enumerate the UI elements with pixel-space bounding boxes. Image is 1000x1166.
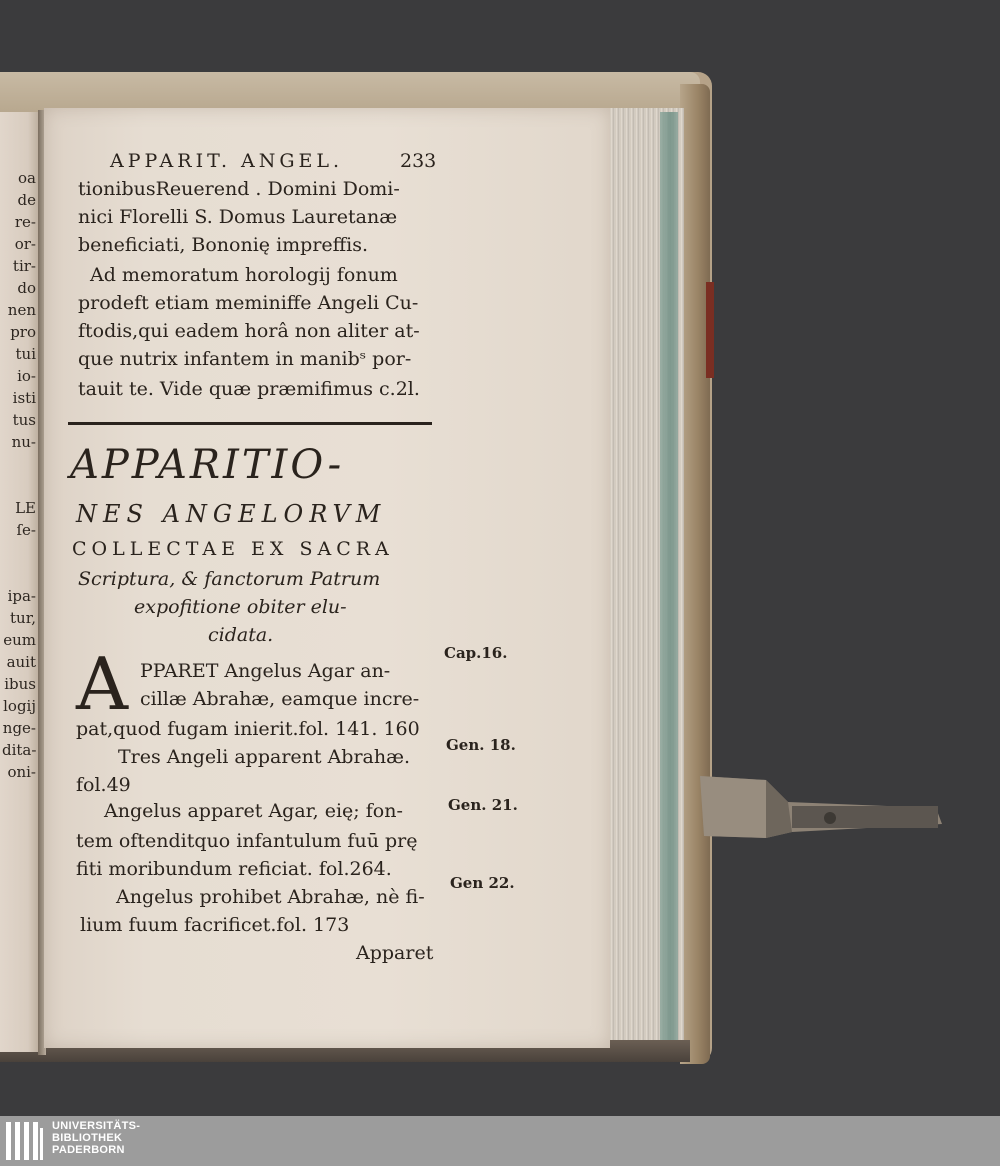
body-line: fol.49 [76, 774, 131, 796]
left-page-fragment [2, 541, 40, 563]
left-page-fragment: LE [15, 499, 36, 517]
section-title: APPARITIO- [70, 442, 345, 488]
left-page-fragment: tir- [12, 257, 36, 275]
body-line: pat,quod fugam inierit.fol. 141. 160 [76, 718, 420, 740]
library-logo-icon [6, 1120, 46, 1162]
text-line: nici Florelli S. Domus Lauretanæ [78, 206, 398, 228]
left-page-fragment [2, 453, 40, 475]
left-page-fragment: nge- [2, 719, 36, 737]
left-page-fragment: ipa- [7, 587, 36, 605]
left-page-fragment: isti [12, 389, 36, 407]
page-edges-tint [660, 112, 678, 1048]
margin-note: Cap.16. [444, 644, 508, 662]
section-title: Scriptura, & fanctorum Patrum [78, 568, 381, 590]
section-title: COLLECTAE EX SACRA [72, 538, 394, 560]
book-board-right [680, 84, 710, 1064]
body-line: tem oftenditquo infantulum fuū prę [76, 830, 418, 852]
body-line: PPARET Angelus Agar an- [140, 660, 391, 682]
left-page-fragment: tus [12, 411, 36, 429]
section-title: expofitione obiter elu- [134, 596, 347, 618]
left-page-fragment: ibus [4, 675, 36, 693]
left-page-fragment: do [17, 279, 36, 297]
left-page-fragment: dita- [2, 741, 37, 759]
section-title: cidata. [208, 624, 274, 646]
left-page-fragment: pro [10, 323, 36, 341]
left-page-fragment: oa [18, 169, 36, 187]
left-page [0, 112, 40, 1052]
body-line: Angelus apparet Agar, eię; fon- [104, 800, 403, 822]
logo-line: BIBLIOTHEK [52, 1132, 123, 1144]
left-page-fragment: logij [3, 697, 36, 715]
clasp-icon [696, 772, 944, 842]
body-line: lium fuum facrificet.fol. 173 [80, 914, 350, 936]
left-page-fragment: eum [3, 631, 36, 649]
library-logo-text [52, 1120, 140, 1156]
text-line: Ad memoratum horologij fonum [90, 264, 398, 286]
drop-cap: A [76, 642, 128, 726]
catchword: Apparet [356, 942, 434, 964]
footer-bar [0, 1116, 1000, 1166]
left-page-fragment: tur, [10, 609, 36, 627]
left-page-fragment: re- [14, 213, 36, 231]
running-head: APPARIT. ANGEL. [110, 150, 344, 172]
margin-note: Gen. 18. [446, 736, 516, 754]
text-line: tauit te. Vide quæ præmifimus c.2l. [78, 378, 420, 400]
body-line: Tres Angeli apparent Abrahæ. [118, 746, 410, 768]
left-page-fragment: oni- [7, 763, 36, 781]
left-page-fragment [2, 563, 40, 585]
logo-line: PADERBORN [52, 1144, 125, 1156]
left-page-fragments [2, 167, 40, 783]
logo-line: UNIVERSITÄTS- [52, 1120, 141, 1132]
body-line: fiti moribundum reficiat. fol.264. [76, 858, 392, 880]
section-rule [68, 422, 432, 425]
margin-note: Gen. 21. [448, 796, 518, 814]
section-title: NES ANGELORVM [76, 500, 387, 528]
bookmark-ribbon [706, 282, 714, 378]
page-number: 233 [400, 150, 437, 172]
left-page-fragment: de [17, 191, 36, 209]
text-line: que nutrix infantem in manibˢ por- [78, 348, 412, 370]
left-page-fragment [2, 475, 40, 497]
left-page-fragment: ſe- [16, 521, 36, 539]
book-top-edge [0, 72, 700, 112]
text-line: ftodis,qui eadem horâ non aliter at- [78, 320, 420, 342]
left-page-fragment: tui [15, 345, 36, 363]
left-page-fragment: io- [17, 367, 36, 385]
left-page-fragment: nu- [11, 433, 36, 451]
text-line: prodeft etiam meminiffe Angeli Cu- [78, 292, 419, 314]
text-line: tionibusReuerend . Domini Domi- [78, 178, 400, 200]
text-line: beneficiati, Bononię impreffis. [78, 234, 369, 256]
left-page-fragment: or- [14, 235, 36, 253]
left-page-fragment: nen [7, 301, 36, 319]
body-line: cillæ Abrahæ, eamque incre- [140, 688, 420, 710]
margin-note: Gen 22. [450, 874, 515, 892]
body-line: Angelus prohibet Abrahæ, nè fi- [116, 886, 425, 908]
left-page-fragment: auit [6, 653, 36, 671]
